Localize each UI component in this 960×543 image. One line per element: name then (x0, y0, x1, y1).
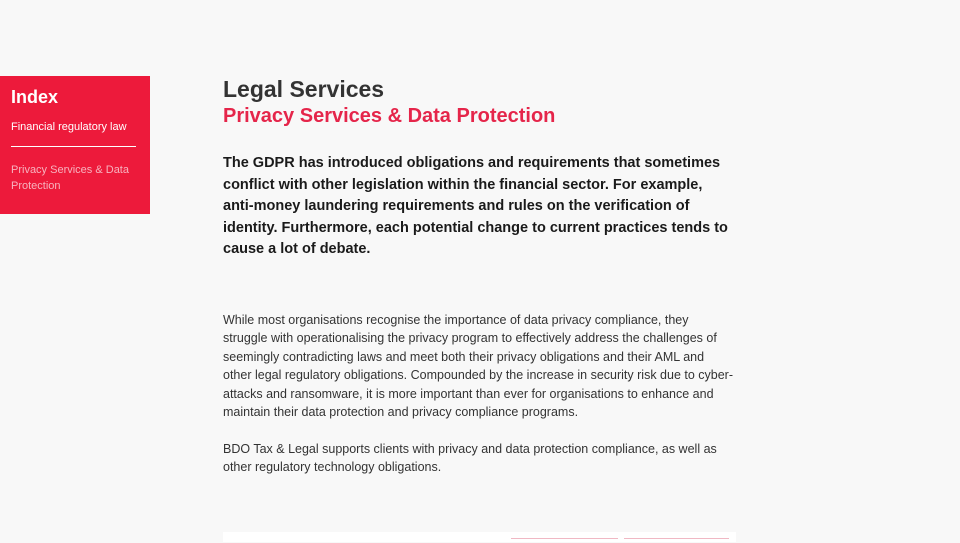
index-title: Index (11, 87, 59, 107)
body-paragraph: BDO Tax & Legal supports clients with privacy and data protection compliance, as well as other regulatory technology obligations. (223, 441, 717, 474)
intro-paragraph: The GDPR has introduced obligations and requirements that sometimes conflict with other legislation within the financial sector. For example, anti-money laundering requirements and rules on the verification of identity. Furthermore, each potential change to current practices tends to cause a lot of debate. (223, 155, 728, 257)
body-paragraph: While most organisations recognise the importance of data privacy compliance, they struggle with operationalising the privacy program to effectively address the challenges of seemingly contradicting laws and meet both their privacy obligations and their AML and other legal regulatory obligations. Compounded by the increase in security risk due to cyber-attacks and ransomware, it is more important than ever for organisations to enhance and maintain their data protection and privacy compliance programs. (223, 312, 733, 419)
main-content (223, 76, 735, 477)
bottom-card-button[interactable] (624, 538, 729, 543)
page-title: Legal Services (223, 76, 385, 102)
page-subtitle: Privacy Services & Data Protection (223, 105, 556, 127)
index-panel (0, 76, 150, 214)
bottom-card-button[interactable] (511, 538, 618, 543)
index-link-privacy-services[interactable]: Privacy Services & Data Protection (11, 164, 129, 192)
index-link-financial-regulatory-law[interactable]: Financial regulatory law (11, 119, 136, 147)
